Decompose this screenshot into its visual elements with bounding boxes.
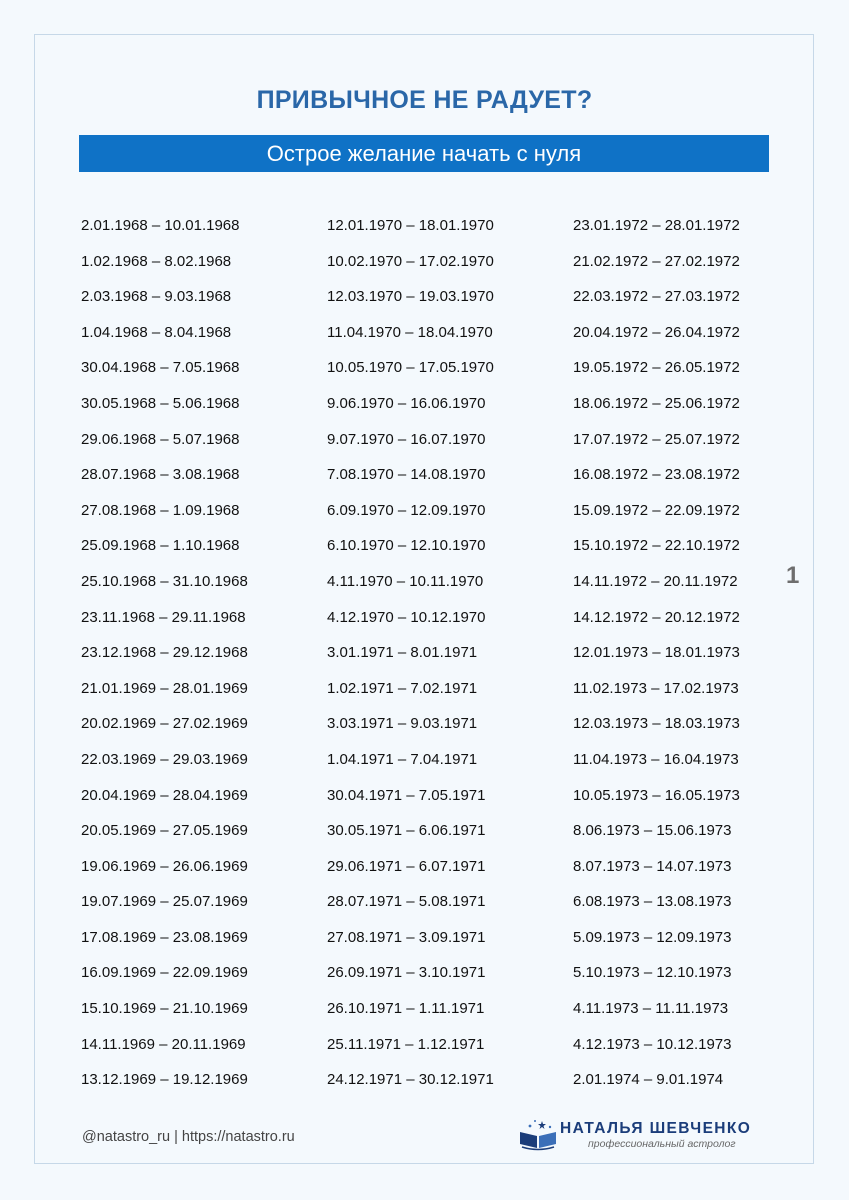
date-range: 23.01.1972 – 28.01.1972 xyxy=(573,217,740,234)
date-range: 1.02.1968 – 8.02.1968 xyxy=(81,252,232,270)
date-range: 1.04.1971 – 7.04.1971 xyxy=(327,750,478,768)
date-range: 26.09.1971 – 3.10.1971 xyxy=(327,964,486,982)
open-book-stars-icon xyxy=(518,1118,558,1152)
brand-tagline: профессиональный астролог xyxy=(588,1138,736,1150)
date-range: 26.10.1971 – 1.11.1971 xyxy=(327,1000,485,1018)
date-range: 4.12.1973 – 10.12.1973 xyxy=(573,1035,732,1053)
date-range: 21.02.1972 – 27.02.1972 xyxy=(573,252,740,270)
date-range: 22.03.1972 – 27.03.1972 xyxy=(573,288,740,306)
date-range: 20.04.1972 – 26.04.1972 xyxy=(573,323,740,341)
date-range: 12.03.1970 – 19.03.1970 xyxy=(327,288,494,306)
date-range: 9.07.1970 – 16.07.1970 xyxy=(327,430,486,448)
date-range: 11.02.1973 – 17.02.1973 xyxy=(573,679,739,697)
date-range: 19.07.1969 – 25.07.1969 xyxy=(81,893,248,911)
date-range: 8.06.1973 – 15.06.1973 xyxy=(573,822,732,840)
date-range: 3.03.1971 – 9.03.1971 xyxy=(327,715,478,733)
date-range: 30.05.1971 – 6.06.1971 xyxy=(327,822,486,840)
dates-column-3 xyxy=(573,208,823,1098)
date-range: 17.07.1972 – 25.07.1972 xyxy=(573,430,740,448)
date-range: 15.10.1969 – 21.10.1969 xyxy=(81,1000,248,1018)
date-range: 14.11.1969 – 20.11.1969 xyxy=(81,1035,246,1053)
date-range: 2.03.1968 – 9.03.1968 xyxy=(81,288,232,306)
date-range: 6.10.1970 – 12.10.1970 xyxy=(327,537,486,555)
date-range: 15.09.1972 – 22.09.1972 xyxy=(573,501,740,519)
subtitle-banner: Острое желание начать с нуля xyxy=(79,135,769,172)
date-range: 18.06.1972 – 25.06.1972 xyxy=(573,394,740,412)
date-range: 6.09.1970 – 12.09.1970 xyxy=(327,501,486,519)
date-range: 23.11.1968 – 29.11.1968 xyxy=(81,608,246,626)
date-range: 7.08.1970 – 14.08.1970 xyxy=(327,466,486,484)
date-range: 5.09.1973 – 12.09.1973 xyxy=(573,928,732,946)
date-range: 9.06.1970 – 16.06.1970 xyxy=(327,394,486,412)
dates-column-2 xyxy=(327,208,577,1098)
date-range: 11.04.1973 – 16.04.1973 xyxy=(573,750,739,768)
date-range: 20.04.1969 – 28.04.1969 xyxy=(81,786,248,804)
date-range: 30.04.1971 – 7.05.1971 xyxy=(327,786,486,804)
page-number: 1 xyxy=(786,562,800,589)
date-range: 21.01.1969 – 28.01.1969 xyxy=(81,679,248,697)
date-range: 15.10.1972 – 22.10.1972 xyxy=(573,537,740,555)
page-title: ПРИВЫЧНОЕ НЕ РАДУЕТ? xyxy=(256,86,593,114)
date-range: 30.04.1968 – 7.05.1968 xyxy=(81,359,240,377)
date-range: 30.05.1968 – 5.06.1968 xyxy=(81,394,240,412)
date-range: 8.07.1973 – 14.07.1973 xyxy=(573,857,732,875)
date-range: 3.01.1971 – 8.01.1971 xyxy=(327,644,478,662)
date-range: 10.05.1973 – 16.05.1973 xyxy=(573,786,740,804)
date-range: 29.06.1968 – 5.07.1968 xyxy=(81,430,240,448)
date-range: 25.10.1968 – 31.10.1968 xyxy=(81,572,248,590)
date-range: 16.09.1969 – 22.09.1969 xyxy=(81,964,248,982)
date-range: 16.08.1972 – 23.08.1972 xyxy=(573,466,740,484)
brand-name: НАТАЛЬЯ ШЕВЧЕНКО xyxy=(560,1120,752,1137)
date-range: 5.10.1973 – 12.10.1973 xyxy=(573,964,732,982)
date-range: 25.11.1971 – 1.12.1971 xyxy=(327,1035,485,1053)
date-range: 4.12.1970 – 10.12.1970 xyxy=(327,608,486,626)
date-range: 12.01.1973 – 18.01.1973 xyxy=(573,644,740,662)
date-range: 13.12.1969 – 19.12.1969 xyxy=(81,1071,248,1089)
date-range: 4.11.1973 – 11.11.1973 xyxy=(573,1000,729,1018)
date-range: 14.12.1972 – 20.12.1972 xyxy=(573,608,740,626)
date-range: 19.06.1969 – 26.06.1969 xyxy=(81,857,248,875)
date-range: 28.07.1968 – 3.08.1968 xyxy=(81,466,240,484)
date-range: 10.05.1970 – 17.05.1970 xyxy=(327,359,494,377)
date-range: 1.04.1968 – 8.04.1968 xyxy=(81,323,232,341)
date-range: 27.08.1971 – 3.09.1971 xyxy=(327,928,486,946)
date-range: 6.08.1973 – 13.08.1973 xyxy=(573,893,732,911)
date-range: 4.11.1970 – 10.11.1970 xyxy=(327,572,484,590)
date-range: 28.07.1971 – 5.08.1971 xyxy=(327,893,486,911)
date-range: 19.05.1972 – 26.05.1972 xyxy=(573,359,740,377)
date-range: 2.01.1974 – 9.01.1974 xyxy=(573,1071,724,1089)
date-range: 22.03.1969 – 29.03.1969 xyxy=(81,750,248,768)
date-range: 24.12.1971 – 30.12.1971 xyxy=(327,1071,494,1089)
date-range: 23.12.1968 – 29.12.1968 xyxy=(81,644,248,662)
date-range: 1.02.1971 – 7.02.1971 xyxy=(327,679,478,697)
date-range: 12.01.1970 – 18.01.1970 xyxy=(327,217,494,234)
date-range: 20.02.1969 – 27.02.1969 xyxy=(81,715,248,733)
date-range: 12.03.1973 – 18.03.1973 xyxy=(573,715,740,733)
date-range: 29.06.1971 – 6.07.1971 xyxy=(327,857,486,875)
date-range: 2.01.1968 – 10.01.1968 xyxy=(81,217,240,234)
footer-contacts: @natastro_ru | https://natastro.ru xyxy=(82,1129,295,1145)
date-range: 20.05.1969 – 27.05.1969 xyxy=(81,822,248,840)
date-range: 25.09.1968 – 1.10.1968 xyxy=(81,537,240,555)
date-range: 17.08.1969 – 23.08.1969 xyxy=(81,928,248,946)
brand-logo xyxy=(518,1118,788,1152)
date-range: 27.08.1968 – 1.09.1968 xyxy=(81,501,240,519)
date-range: 11.04.1970 – 18.04.1970 xyxy=(327,323,493,341)
dates-column-1 xyxy=(81,208,331,1098)
date-range: 14.11.1972 – 20.11.1972 xyxy=(573,572,738,590)
date-range: 10.02.1970 – 17.02.1970 xyxy=(327,252,494,270)
